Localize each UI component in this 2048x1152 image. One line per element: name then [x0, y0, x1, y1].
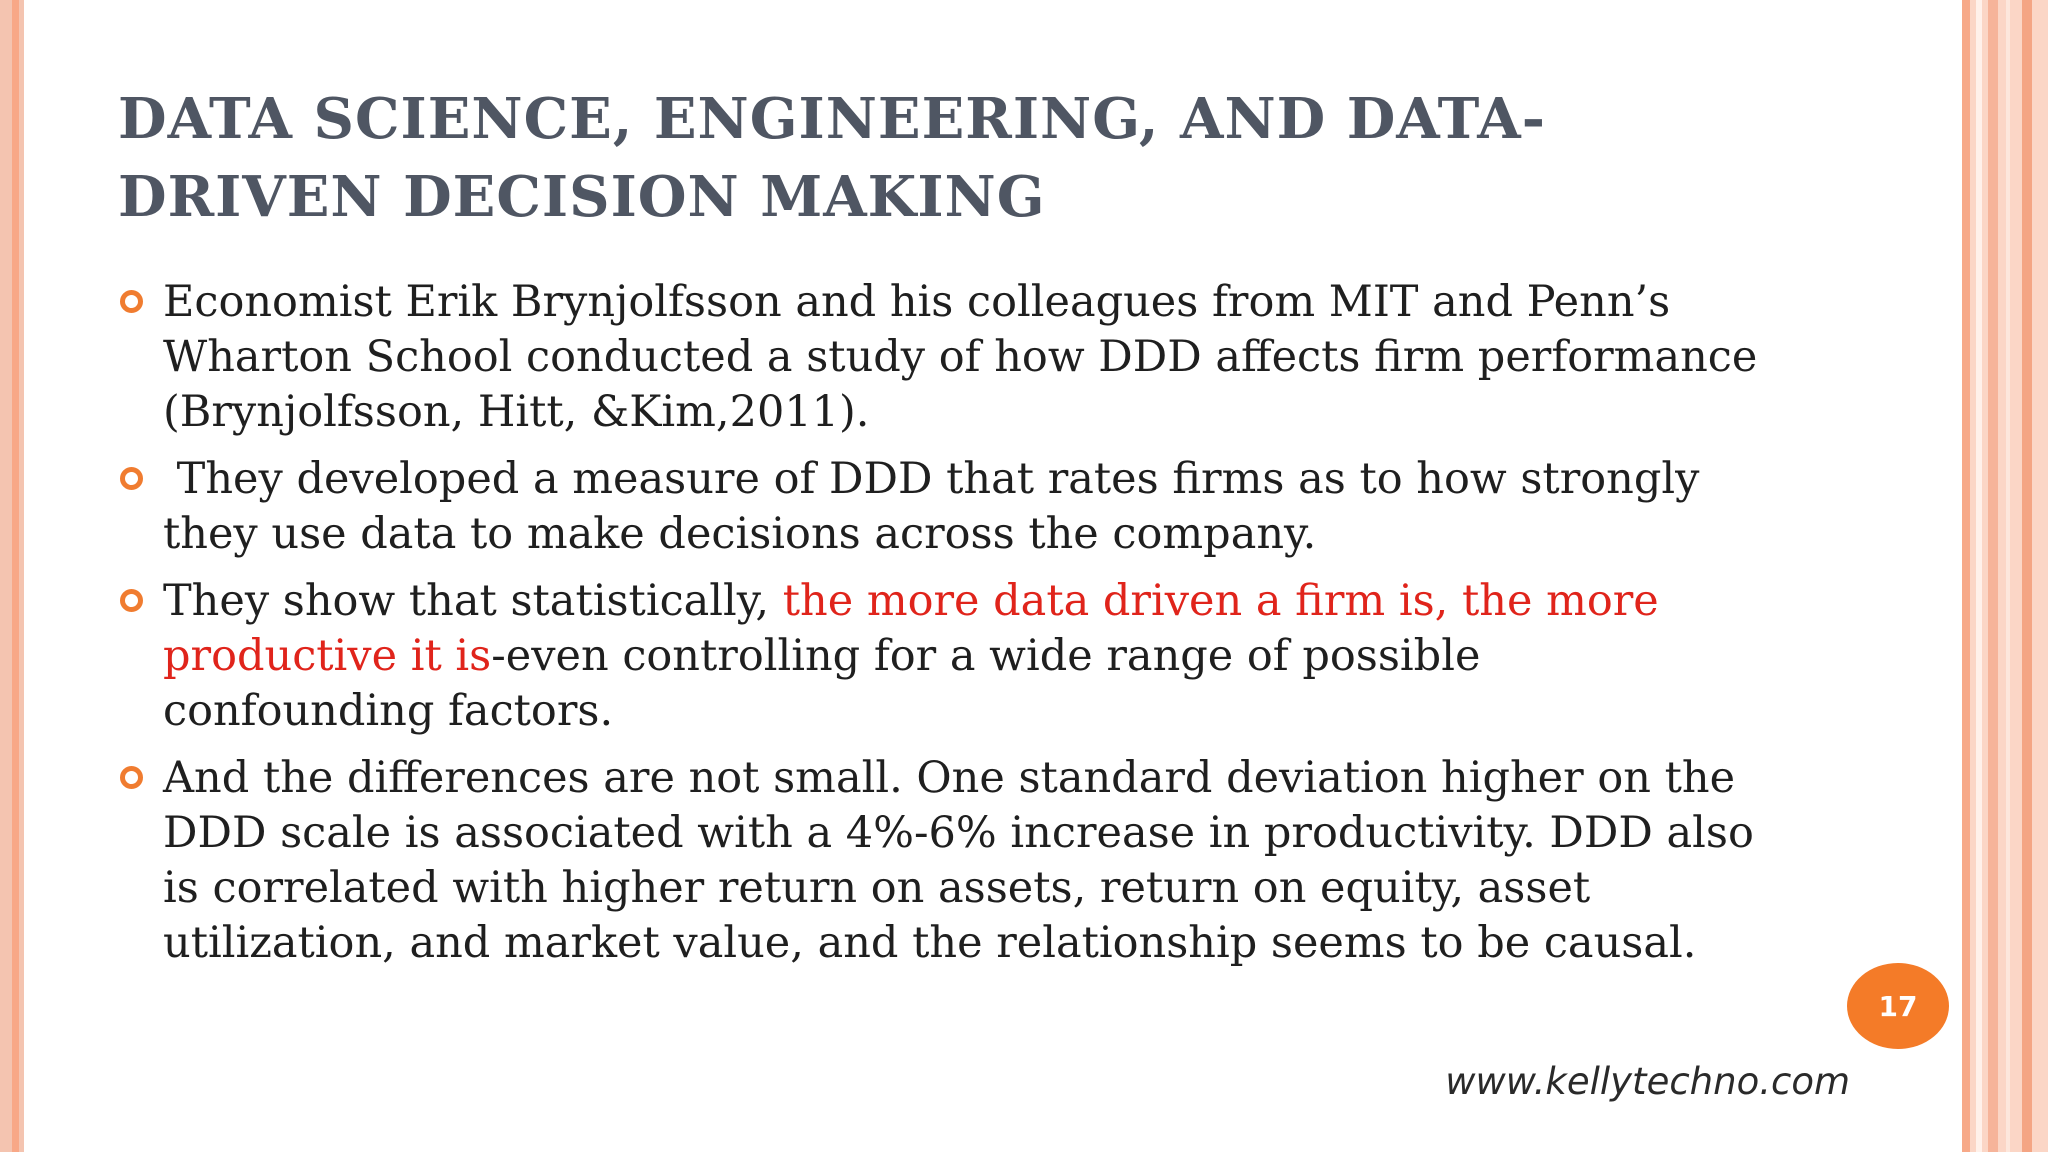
bullet-text: And the differences are not small. One standard deviation higher on the DDD scale is associated with a 4%-6% increase in productivity. DDD also is correlated with higher return on assets, return on equity, asset utilization, and market value, and the relationship seems to be causal. — [163, 753, 1754, 968]
bullet-ring-icon — [120, 290, 143, 313]
bullet-item — [118, 751, 1758, 971]
left-border-stripe — [12, 0, 19, 1152]
bullet-item — [118, 574, 1758, 739]
website-link[interactable]: www.kellytechno.com — [1445, 1060, 1850, 1103]
right-border-stripe — [1962, 0, 1970, 1152]
bullet-text: -even controlling for a wide range of possible confounding factors. — [163, 631, 1481, 736]
slide-title: DATA SCIENCE, ENGINEERING, AND DATA-DRIVEN DECISION MAKING — [118, 86, 1546, 230]
bullet-text: They show that statistically, — [163, 576, 783, 626]
bullet-list — [118, 275, 1758, 983]
right-border — [1962, 0, 2048, 1152]
bullet-text: Economist Erik Brynjolfsson and his colleagues from MIT and Penn’s Wharton School conducted a study of how DDD affects firm performance (Brynjolfsson, Hitt, &Kim,2011). — [163, 277, 1758, 437]
bullet-text: They developed a measure of DDD that rates firms as to how strongly they use data to make decisions across the company. — [163, 454, 1714, 559]
bullet-item — [118, 452, 1758, 562]
bullet-ring-icon — [120, 589, 143, 612]
bullet-item — [118, 275, 1758, 440]
page-number-badge: 17 — [1847, 963, 1949, 1049]
right-border-stripe — [2006, 0, 2010, 1152]
right-border-stripe — [2038, 0, 2048, 1152]
bullet-ring-icon — [120, 766, 143, 789]
bullet-ring-icon — [120, 467, 143, 490]
right-border-stripe — [1976, 0, 1982, 1152]
highlighted-text: the more data driven a firm is, the more productive it is — [163, 576, 1659, 681]
right-border-stripe — [1988, 0, 1998, 1152]
right-border-stripe — [2022, 0, 2032, 1152]
